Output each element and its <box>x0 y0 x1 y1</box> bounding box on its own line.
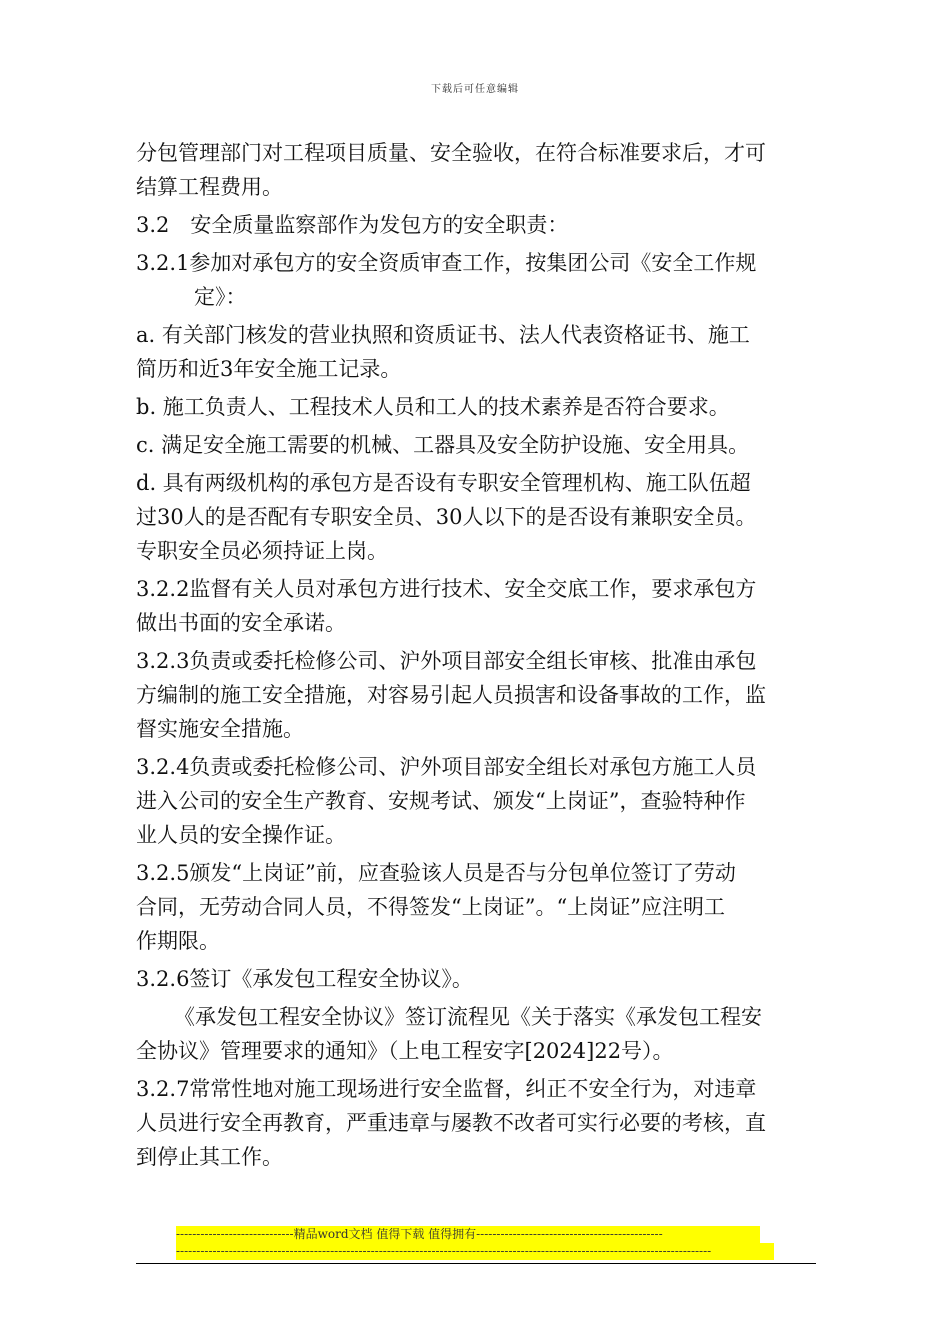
footer-banner: -----------------------------精品word文档 值得下载 值得拥有---------------------------------------------- <box>176 1226 760 1243</box>
text-line: 3.2.3负责或委托检修公司、沪外项目部安全组长审核、批准由承包 <box>136 649 757 673</box>
text-line: 过30人的是否配有专职安全员、30人以下的是否设有兼职安全员。 <box>136 505 757 529</box>
text-line: 方编制的施工安全措施，对容易引起人员损害和设备事故的工作，监 <box>136 683 766 707</box>
footer-dashes: ------------------------------------------------------------------------------------------------------------------------------------ <box>176 1243 774 1260</box>
text-line: 3.2.6签订《承发包工程安全协议》。 <box>136 967 473 991</box>
text-line: 分包管理部门对工程项目质量、安全验收，在符合标准要求后，才可 <box>136 141 766 165</box>
document-body <box>136 136 816 1174</box>
text-line: 作期限。 <box>136 929 220 953</box>
text-line: 3.2.2监督有关人员对承包方进行技术、安全交底工作，要求承包方 <box>136 577 757 601</box>
text-line: 进入公司的安全生产教育、安规考试、颁发“上岗证”，查验特种作 <box>136 789 746 813</box>
list-item: b. 施工负责人、工程技术人员和工人的技术素养是否符合要求。 <box>136 395 730 419</box>
page-header: 下载后可任意编辑 <box>431 84 519 95</box>
text-line: 全协议》管理要求的通知》（上电工程安字[2024]22号）。 <box>136 1039 674 1063</box>
text-line: 业人员的安全操作证。 <box>136 823 346 847</box>
text-line: 督实施安全措施。 <box>136 717 304 741</box>
text-line: 定》： <box>194 285 247 309</box>
text-line: 3.2.7常常性地对施工现场进行安全监督，纠正不安全行为，对违章 <box>136 1077 757 1101</box>
text-line: 合同，无劳动合同人员，不得签发“上岗证”。“上岗证”应注明工 <box>136 895 725 919</box>
footer-rule <box>136 1263 816 1264</box>
list-item: d. 具有两级机构的承包方是否设有专职安全管理机构、施工队伍超 <box>136 471 751 495</box>
list-item: a. 有关部门核发的营业执照和资质证书、法人代表资格证书、施工 <box>136 323 750 347</box>
text-line: 做出书面的安全承诺。 <box>136 611 346 635</box>
section-heading: 3.2 安全质量监察部作为发包方的安全职责： <box>136 213 569 237</box>
text-line: 到停止其工作。 <box>136 1145 283 1169</box>
text-line: 结算工程费用。 <box>136 175 283 199</box>
text-line: 3.2.5颁发“上岗证”前，应查验该人员是否与分包单位签订了劳动 <box>136 861 736 885</box>
text-line: 3.2.1参加对承包方的安全资质审查工作，按集团公司《安全工作规 <box>136 251 757 275</box>
text-line: 人员进行安全再教育，严重违章与屡教不改者可实行必要的考核，直 <box>136 1111 766 1135</box>
text-line: 《承发包工程安全协议》签订流程见《关于落实《承发包工程安 <box>174 1005 762 1029</box>
text-line: 简历和近3年安全施工记录。 <box>136 357 402 381</box>
list-item: c. 满足安全施工需要的机械、工器具及安全防护设施、安全用具。 <box>136 433 750 457</box>
text-line: 专职安全员必须持证上岗。 <box>136 539 388 563</box>
text-line: 3.2.4负责或委托检修公司、沪外项目部安全组长对承包方施工人员 <box>136 755 757 779</box>
